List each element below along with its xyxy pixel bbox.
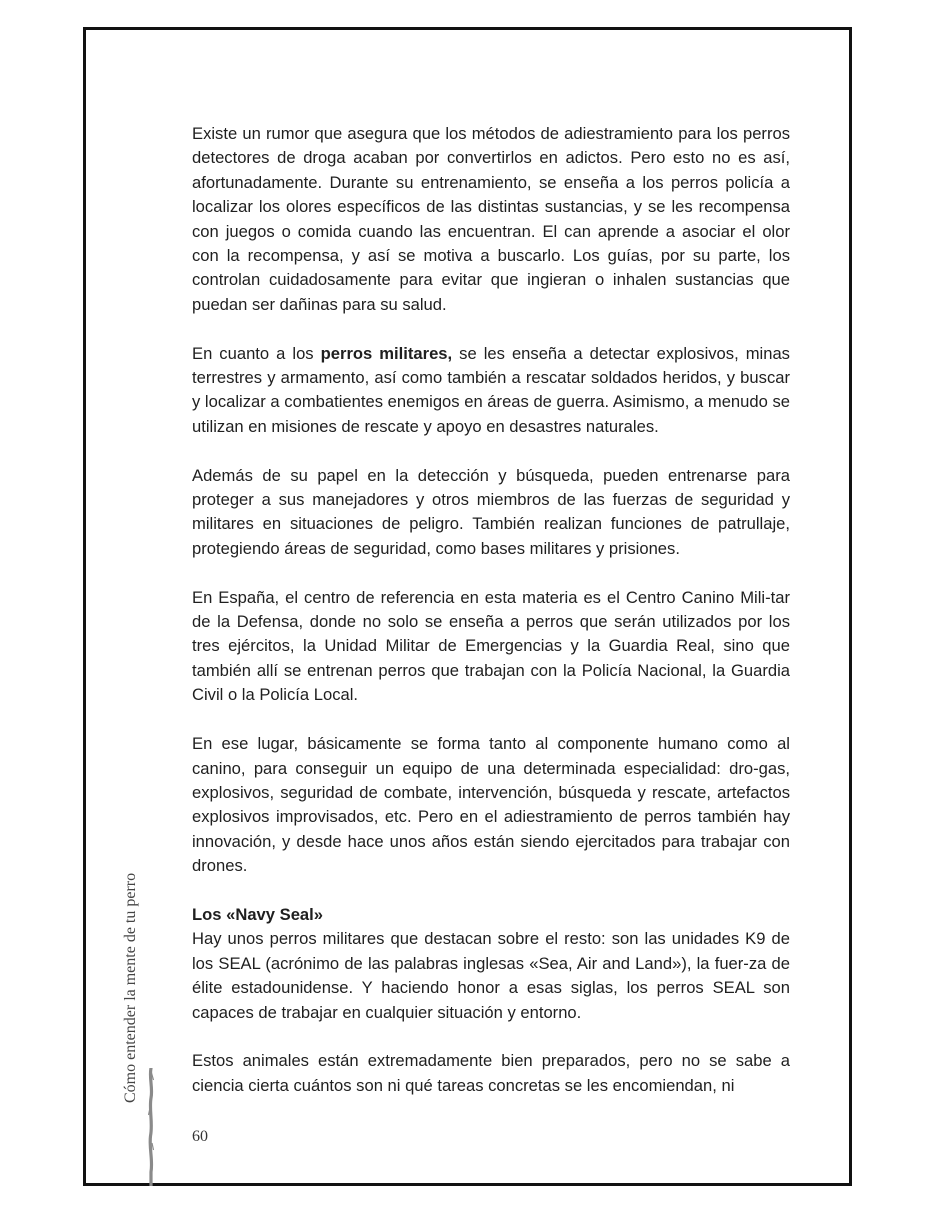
military-dogs-emphasis: perros militares,: [320, 343, 453, 363]
paragraph-military-dogs-rest: se les enseña a detectar explosivos, minas terrestres y armamento, así como también a rescatar soldados heridos, y buscar y localizar a combatientes enemigos en áreas de guerra. Asimismo, a menudo se utilizan en misiones de rescate y apoyo en desastres naturales.: [192, 343, 790, 436]
paragraph-seal-secrecy: Estos animales están extremadamente bien preparados, pero no se sabe a ciencia cierta cuántos son ni qué tareas concretas se les encomiendan, ni: [192, 1051, 790, 1095]
section-heading-bold: Navy Seal: [235, 904, 314, 924]
brush-stroke-decoration: [148, 1068, 154, 1186]
page-number: 60: [192, 1128, 208, 1145]
section-heading-suffix: »: [313, 904, 323, 924]
paragraph-protection: Además de su papel en la detección y búsqueda, pueden entrenarse para proteger a sus manejadores y otros miembros de las fuerzas de seguridad y militares en situaciones de peligro. También realizan funciones de patrullaje, protegiendo áreas de seguridad, como bases militares y prisiones.: [192, 465, 790, 558]
running-book-title: Cómo entender la mente de tu perro: [122, 872, 139, 1103]
paragraph-seal-units: Hay unos perros militares que destacan sobre el resto: son las unidades K9 de los SEAL (acrónimo de las palabras inglesas «Sea, Air and Land»), la fuer-za de élite estadounidense. Y haciendo honor a esas siglas, los perros SEAL son capaces de trabajar en cualquier situación y entorno.: [192, 929, 790, 1022]
paragraph-military-dogs-lead: En cuanto a los: [192, 343, 321, 363]
body-text: [192, 122, 790, 1123]
paragraph-training: En ese lugar, básicamente se forma tanto al componente humano como al canino, para conseguir un equipo de una determinada especialidad: dro-gas, explosivos, seguridad de combate, intervención, búsqueda y rescate, artefactos explosivos improvisados, etc. Pero en el adiestramiento de perros también hay innovación, y desde hace unos años están siendo ejercitados para trabajar con drones.: [192, 734, 790, 876]
section-heading-navy-seal: [192, 903, 790, 927]
paragraph-drug-detection: Existe un rumor que asegura que los métodos de adiestramiento para los perros detectores de droga acaban por convertirlos en adictos. Pero esto no es así, afortunadamente. Durante su entrenamiento, se enseña a los perros policía a localizar los olores específicos de las distintas sustancias, y se les recompensa con juegos o comida cuando las encuentran. El can aprende a asociar el olor con la recompensa, y así se motiva a buscarlo. Los guías, por su parte, los controlan cuidadosamente para evitar que ingieran o inhalen sustancias que puedan ser dañinas para su salud.: [192, 124, 790, 314]
paragraph-military-dogs: [192, 342, 790, 440]
paragraph-spain-center: En España, el centro de referencia en esta materia es el Centro Canino Mili-tar de la Defensa, donde no solo se enseña a perros que serán utilizados por los tres ejércitos, la Unidad Militar de Emergencias y la Guardia Real, sino que también allí se entrenan perros que trabajan con la Policía Nacional, la Guardia Civil o la Policía Local.: [192, 587, 790, 705]
section-heading-prefix: Los «: [192, 904, 236, 924]
